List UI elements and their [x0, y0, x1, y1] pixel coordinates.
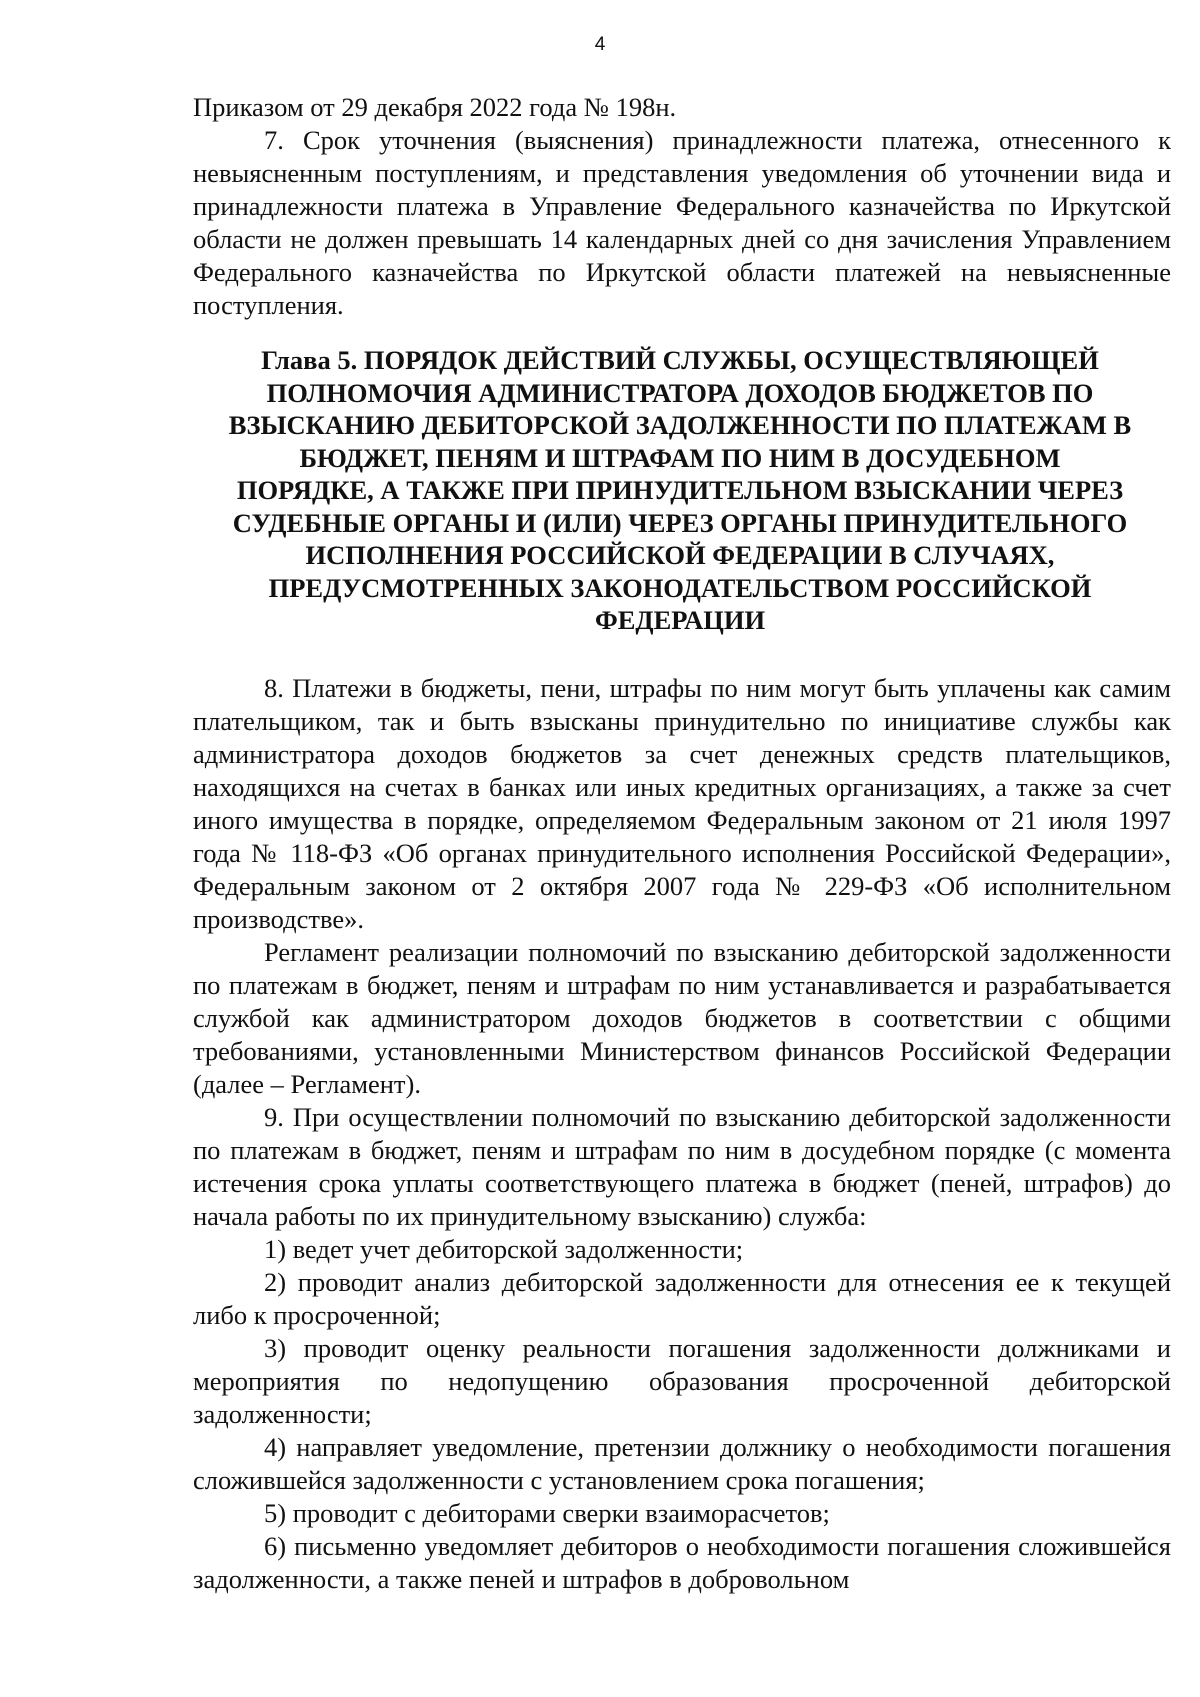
paragraph-continuation: Приказом от 29 декабря 2022 года № 198н. [193, 92, 677, 122]
heading-line: ФЕДЕРАЦИИ [594, 605, 766, 635]
top-text-block [193, 91, 1171, 322]
heading-line: ПРЕДУСМОТРЕННЫХ ЗАКОНОДАТЕЛЬСТВОМ РОССИЙСКОЙ [268, 572, 1092, 603]
chapter-5-heading [185, 344, 1175, 637]
heading-line: БЮДЖЕТ, ПЕНЯМ И ШТРАФАМ ПО НИМ В ДОСУДЕБНОМ [299, 442, 1061, 473]
paragraph-reglament: Регламент реализации полномочий по взысканию дебиторской задолженности по платежам в бюджет, пеням и штрафам по ним устанавливается и разрабатывается службой как администратором доходов бюджетов в соответствии с общими требованиями, установленными Министерством финансов Российской Федерации (далее – Регламент). [193, 937, 1171, 1099]
heading-line: СУДЕБНЫЕ ОРГАНЫ И (ИЛИ) ЧЕРЕЗ ОРГАНЫ ПРИНУДИТЕЛЬНОГО [232, 507, 1128, 538]
heading-line: Глава 5. ПОРЯДОК ДЕЙСТВИЙ СЛУЖБЫ, ОСУЩЕСТВЛЯЮЩЕЙ [261, 345, 1099, 375]
page-number: 4 [594, 34, 606, 55]
list-item-2: 2) проводит анализ дебиторской задолженности для отнесения ее к текущей либо к просроченной; [193, 1267, 1171, 1330]
heading-line: ИСПОЛНЕНИЯ РОССИЙСКОЙ ФЕДЕРАЦИИ В СЛУЧАЯХ, [305, 540, 1055, 570]
list-item-4: 4) направляет уведомление, претензии должнику о необходимости погашения сложившейся задолженности с установлением срока погашения; [193, 1432, 1171, 1495]
paragraph-9: 9. При осуществлении полномочий по взысканию дебиторской задолженности по платежам в бюджет, пеням и штрафам по ним в досудебном порядке (с момента истечения срока уплаты соответствующего платежа в бюджет (пеней, штрафов) до начала работы по их принудительному взысканию) служба: [193, 1102, 1171, 1231]
heading-line: ПОЛНОМОЧИЯ АДМИНИСТРАТОРА ДОХОДОВ БЮДЖЕТОВ ПО [266, 377, 1094, 408]
heading-line: ПОРЯДКЕ, А ТАКЖЕ ПРИ ПРИНУДИТЕЛЬНОМ ВЗЫСКАНИИ ЧЕРЕЗ [236, 475, 1124, 505]
paragraph-7: 7. Срок уточнения (выяснения) принадлежности платежа, отнесенного к невыясненным поступлениям, и представления уведомления об уточнении вида и принадлежности платежа в Управление Федерального казначейства по Иркутской области не должен превышать 14 календарных дней со дня зачисления Управлением Федерального казначейства по Иркутской области платежей на невыясненные поступления. [193, 125, 1171, 320]
list-item-6: 6) письменно уведомляет дебиторов о необходимости погашения сложившейся задолженности, а также пеней и штрафов в добровольном [193, 1531, 1171, 1594]
list-item-3: 3) проводит оценку реальности погашения задолженности должниками и мероприятия по недопущению образования просроченной дебиторской задолженности; [193, 1333, 1171, 1429]
list-item-5: 5) проводит с дебиторами сверки взаиморасчетов; [264, 1498, 830, 1528]
heading-line: ВЗЫСКАНИЮ ДЕБИТОРСКОЙ ЗАДОЛЖЕННОСТИ ПО ПЛАТЕЖАМ В [228, 410, 1132, 440]
paragraph-8: 8. Платежи в бюджеты, пени, штрафы по ним могут быть уплачены как самим плательщиком, так и быть взысканы принудительно по инициативе службы как администратора доходов бюджетов за счет денежных средств плательщиков, находящихся на счетах в банках или иных кредитных организациях, а также за счет иного имущества в порядке, определяемом Федеральным законом от 21 июля 1997 года № 118-ФЗ «Об органах принудительного исполнения Российской Федерации», Федеральным законом от 2 октября 2007 года № 229-ФЗ «Об исполнительном производстве». [193, 673, 1171, 934]
list-item-1: 1) ведет учет дебиторской задолженности; [264, 1234, 744, 1264]
main-text-block [193, 672, 1171, 1596]
